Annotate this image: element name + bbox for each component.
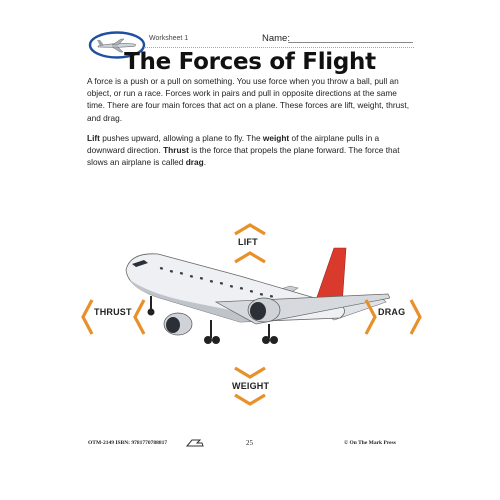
weight-text: of the airplane pulls in a downward direction. bbox=[87, 133, 380, 156]
thrust-arrow-inner-icon bbox=[132, 297, 146, 337]
thrust-term: Thrust bbox=[163, 145, 189, 156]
name-field[interactable] bbox=[288, 42, 413, 43]
thrust-arrow-icon bbox=[80, 297, 94, 337]
lift-arrow-lower-icon bbox=[232, 250, 268, 264]
drag-term: drag bbox=[185, 157, 204, 168]
forces-paragraph bbox=[87, 132, 417, 169]
drag-arrow-icon bbox=[409, 297, 423, 337]
lift-arrow-icon bbox=[232, 222, 268, 236]
worksheet-label: Worksheet 1 bbox=[149, 35, 189, 42]
paragraph-end: . bbox=[203, 157, 206, 168]
footer-isbn: OTM-2149 ISBN: 9781770788817 bbox=[88, 440, 168, 446]
intro-paragraph: A force is a push or a pull on something. You use force when you throw a ball, pull an object, or run a race. Forces work in pairs and pull in opposite directions at the same time. There are four main forces that act on a plane. These forces are lift, weight, thrust, and drag. bbox=[87, 76, 410, 123]
weight-label: WEIGHT bbox=[232, 381, 270, 391]
footer-copyright: © On The Mark Press bbox=[344, 440, 396, 446]
weight-arrow-upper-icon bbox=[232, 366, 268, 380]
header-divider bbox=[144, 47, 414, 48]
lift-text: pushes upward, allowing a plane to fly. The bbox=[99, 133, 263, 143]
publisher-logo-icon bbox=[186, 438, 204, 448]
page-title: The Forces of Flight bbox=[124, 49, 376, 75]
page-number: 25 bbox=[246, 439, 253, 447]
thrust-label: THRUST bbox=[94, 307, 132, 317]
lift-term: Lift bbox=[87, 133, 100, 143]
weight-term: weight bbox=[262, 133, 290, 143]
lift-label: LIFT bbox=[238, 237, 258, 247]
name-label: Name: bbox=[262, 33, 290, 44]
thrust-text: is the force that propels the plane forward. The force that slows an airplane is called bbox=[87, 145, 400, 168]
drag-label: DRAG bbox=[378, 307, 406, 317]
weight-arrow-icon bbox=[232, 393, 268, 407]
drag-arrow-inner-icon bbox=[364, 297, 378, 337]
